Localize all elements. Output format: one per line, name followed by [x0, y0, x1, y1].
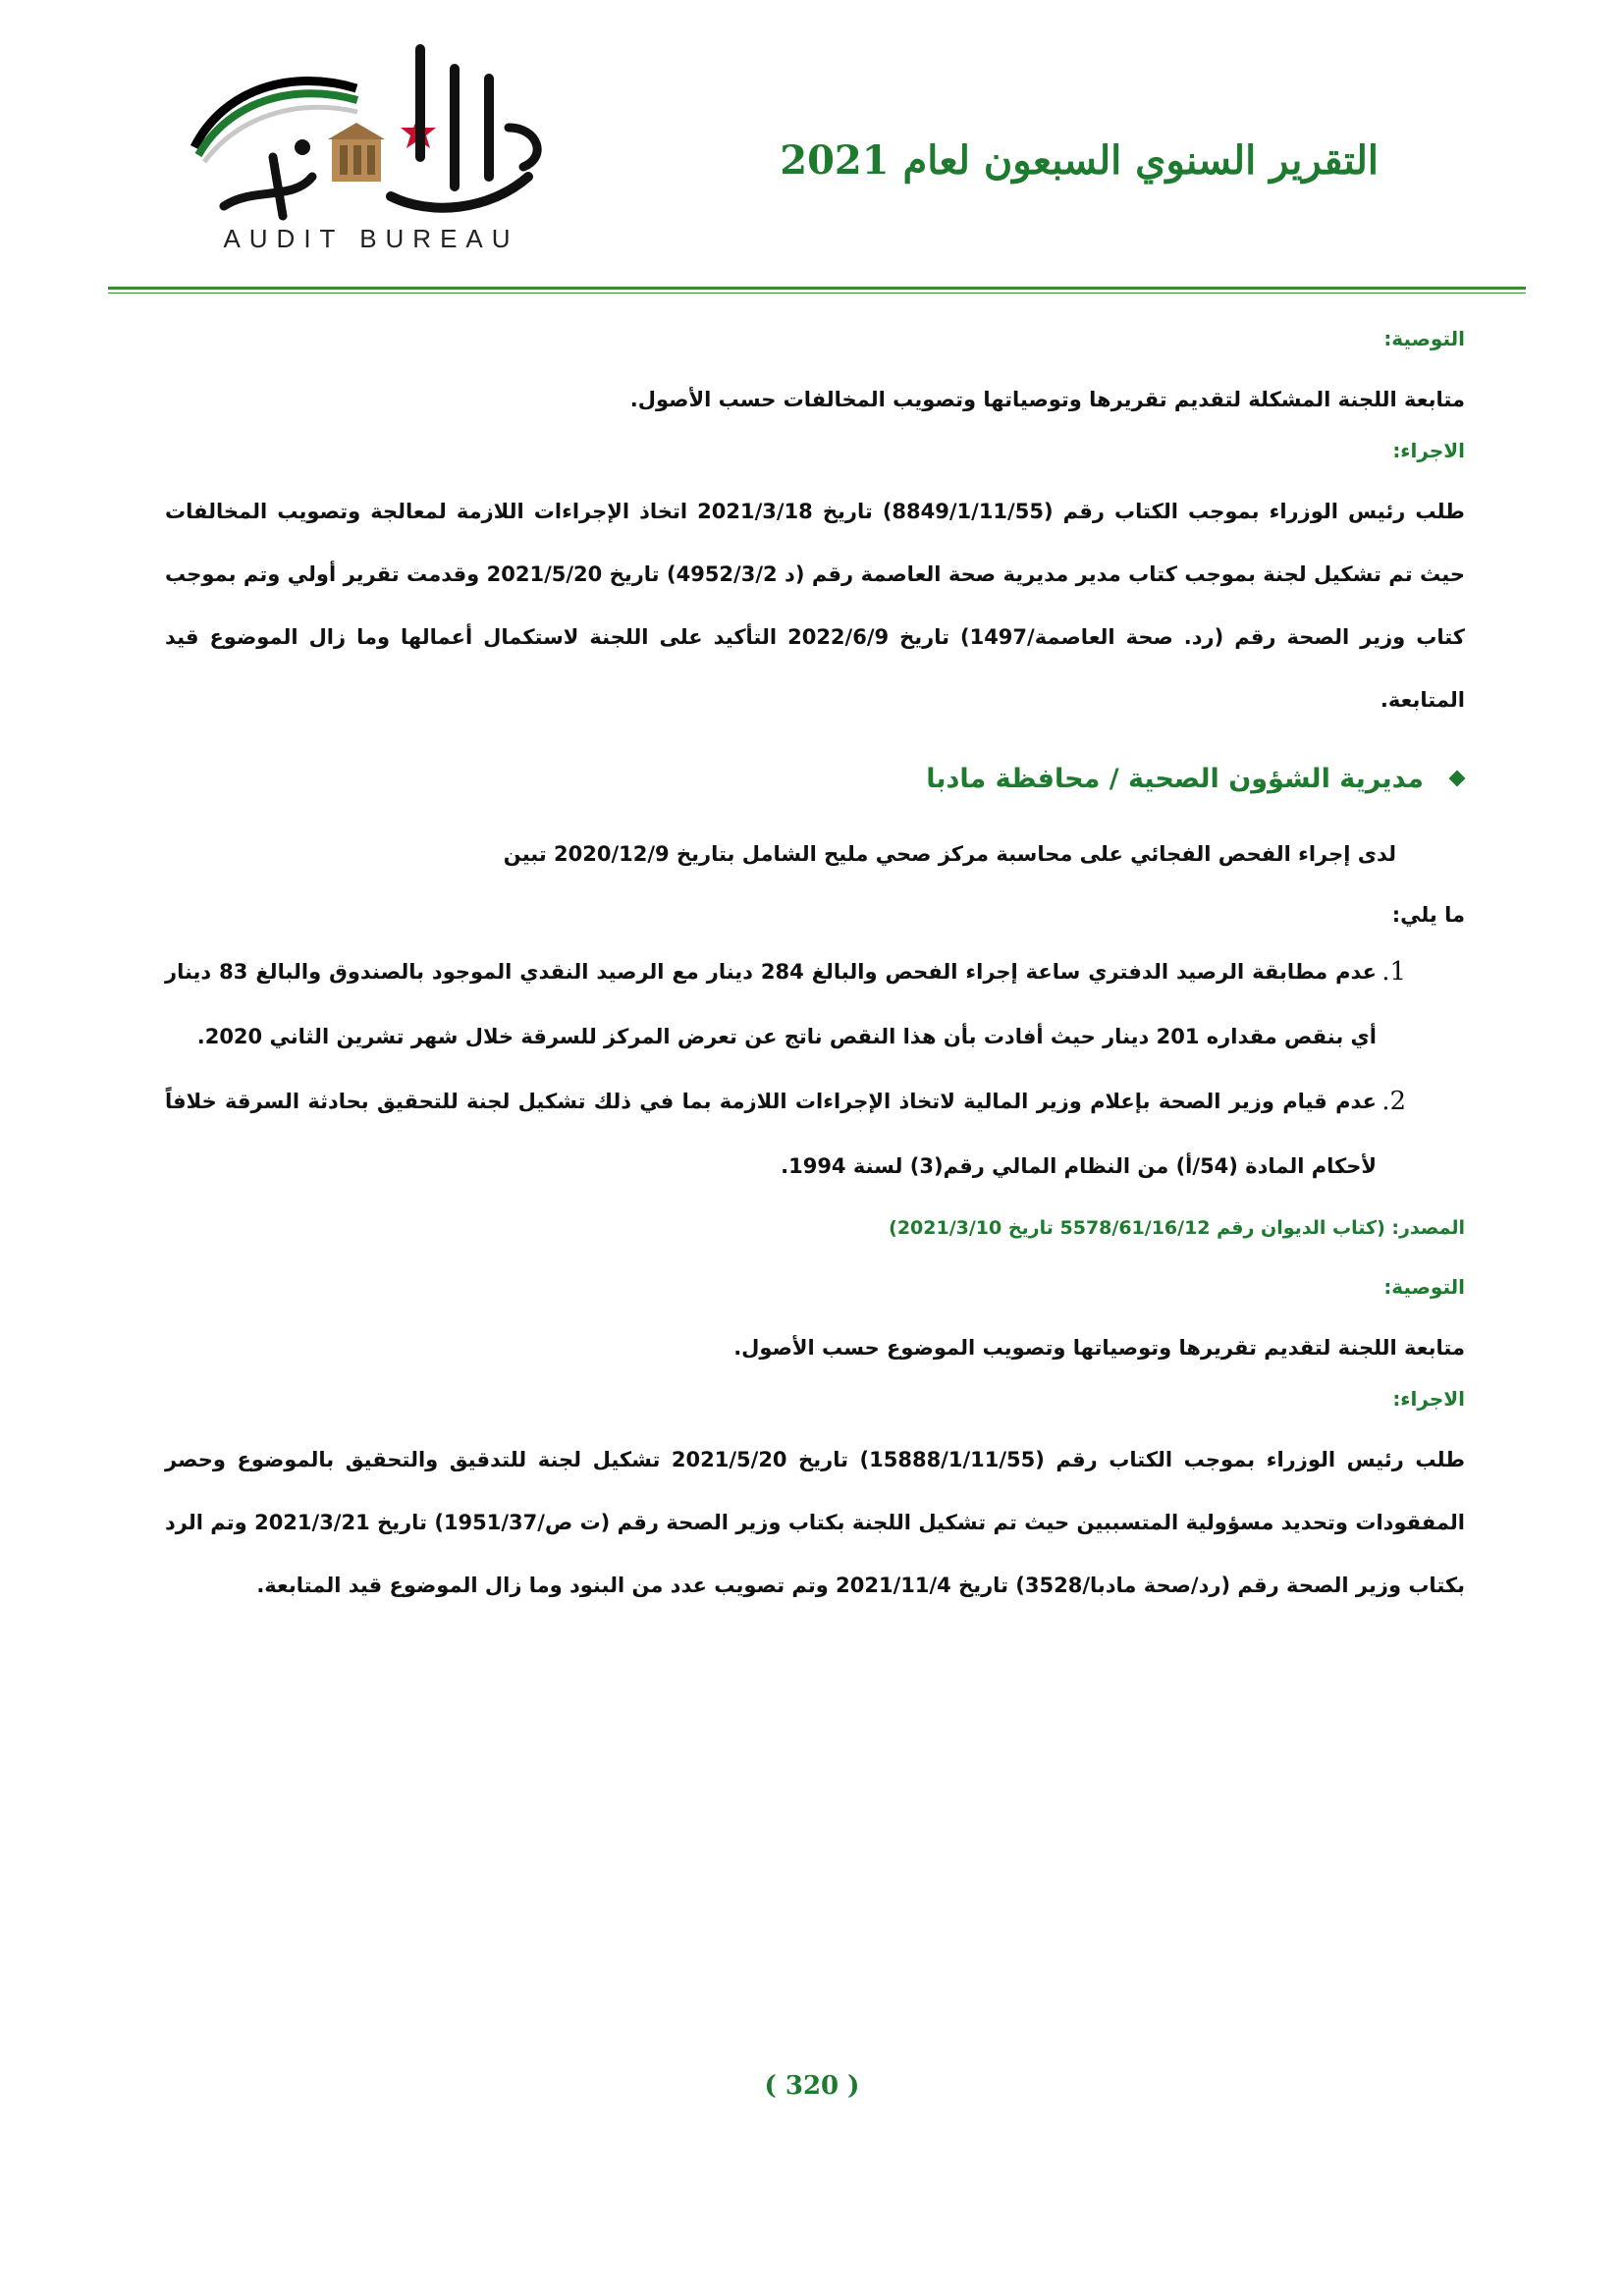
audit-bureau-logo	[185, 29, 558, 275]
section-heading-text: مديرية الشؤون الصحية / محافظة مادبا	[926, 763, 1424, 794]
action-label: الاجراء:	[1392, 1387, 1465, 1411]
source-reference: المصدر: (كتاب الديوان رقم 5578/61/16/12 تاريخ 2021/3/10)	[889, 1217, 1465, 1239]
list-item-number: 2.	[1381, 1087, 1406, 1116]
section-heading	[165, 739, 1465, 818]
section-intro-tail: ما يلي:	[1391, 903, 1465, 927]
recommendation-text: متابعة اللجنة لتقديم تقريرها وتوصياتها وتصويب الموضوع حسب الأصول.	[733, 1336, 1465, 1360]
bullet-diamond-icon	[1449, 771, 1466, 787]
recommendation-label: التوصية:	[1383, 327, 1465, 350]
logo-latin-text: AUDIT BUREAU	[223, 224, 519, 253]
list-item-text: عدم قيام وزير الصحة بإعلام وزير المالية لاتخاذ الإجراءات اللازمة بما في ذلك تشكيل لجنة للتحقيق بحادثة السرقة خلافاً لأحكام المادة (54/أ) من النظام المالي رقم(3) لسنة 1994.	[165, 1090, 1377, 1178]
section-intro: لدى إجراء الفحص الفجائي على محاسبة مركز صحي مليح الشامل بتاريخ 2020/12/9 تبين	[503, 842, 1396, 866]
document-body	[165, 319, 1465, 1617]
list-item	[165, 1069, 1465, 1199]
recommendation-text: متابعة اللجنة المشكلة لتقديم تقريرها وتوصياتها وتصويب المخالفات حسب الأصول.	[629, 388, 1465, 411]
action-text: طلب رئيس الوزراء بموجب الكتاب رقم (15888/1/11/55) تاريخ 2021/5/20 تشكيل لجنة للتدقيق والتحقيق بالموضوع وحصر المفقودات وتحديد مسؤولية المتسببين حيث تم تشكيل اللجنة بكتاب وزير الصحة رقم (ت ص/1951/37) تاريخ 2021/3/21 وتم الرد بكتاب وزير الصحة رقم (رد/صحة مادبا/3528) تاريخ 2021/11/4 وتم تصويب عدد من البنود وما زال الموضوع قيد المتابعة.	[165, 1448, 1465, 1597]
list-item	[165, 939, 1465, 1069]
action-label: الاجراء:	[1392, 439, 1465, 462]
action-text: طلب رئيس الوزراء بموجب الكتاب رقم (8849/1/11/55) تاريخ 2021/3/18 اتخاذ الإجراءات اللازمة لمعالجة وتصويب المخالفات حيث تم تشكيل لجنة بموجب كتاب مدير مديرية صحة العاصمة رقم (د 4952/3/2) تاريخ 2021/5/20 وقدمت تقرير أولي وتم بموجب كتاب وزير الصحة رقم (رد. صحة العاصمة/1497) تاريخ 2022/6/9 التأكيد على اللجنة لاستكمال أعمالها وما زال الموضوع قيد المتابعة.	[165, 500, 1466, 712]
findings-list	[165, 939, 1465, 1199]
recommendation-label: التوصية:	[1383, 1275, 1465, 1299]
page-number: ( 320 )	[764, 2071, 860, 2101]
header-divider	[108, 287, 1526, 290]
list-item-text: عدم مطابقة الرصيد الدفتري ساعة إجراء الفحص والبالغ 284 دينار مع الرصيد النقدي الموجود بالصندوق والبالغ 83 دينار أي بنقص مقداره 201 دينار حيث أفادت بأن هذا النقص ناتج عن تعرض المركز للسرقة خلال شهر تشرين الثاني 2020.	[165, 960, 1377, 1048]
logo-emblem-icon	[185, 29, 558, 226]
report-title: التقرير السنوي السبعون لعام 2021	[780, 137, 1379, 184]
header-divider-thin	[108, 293, 1526, 294]
list-item-number: 1.	[1381, 957, 1406, 987]
